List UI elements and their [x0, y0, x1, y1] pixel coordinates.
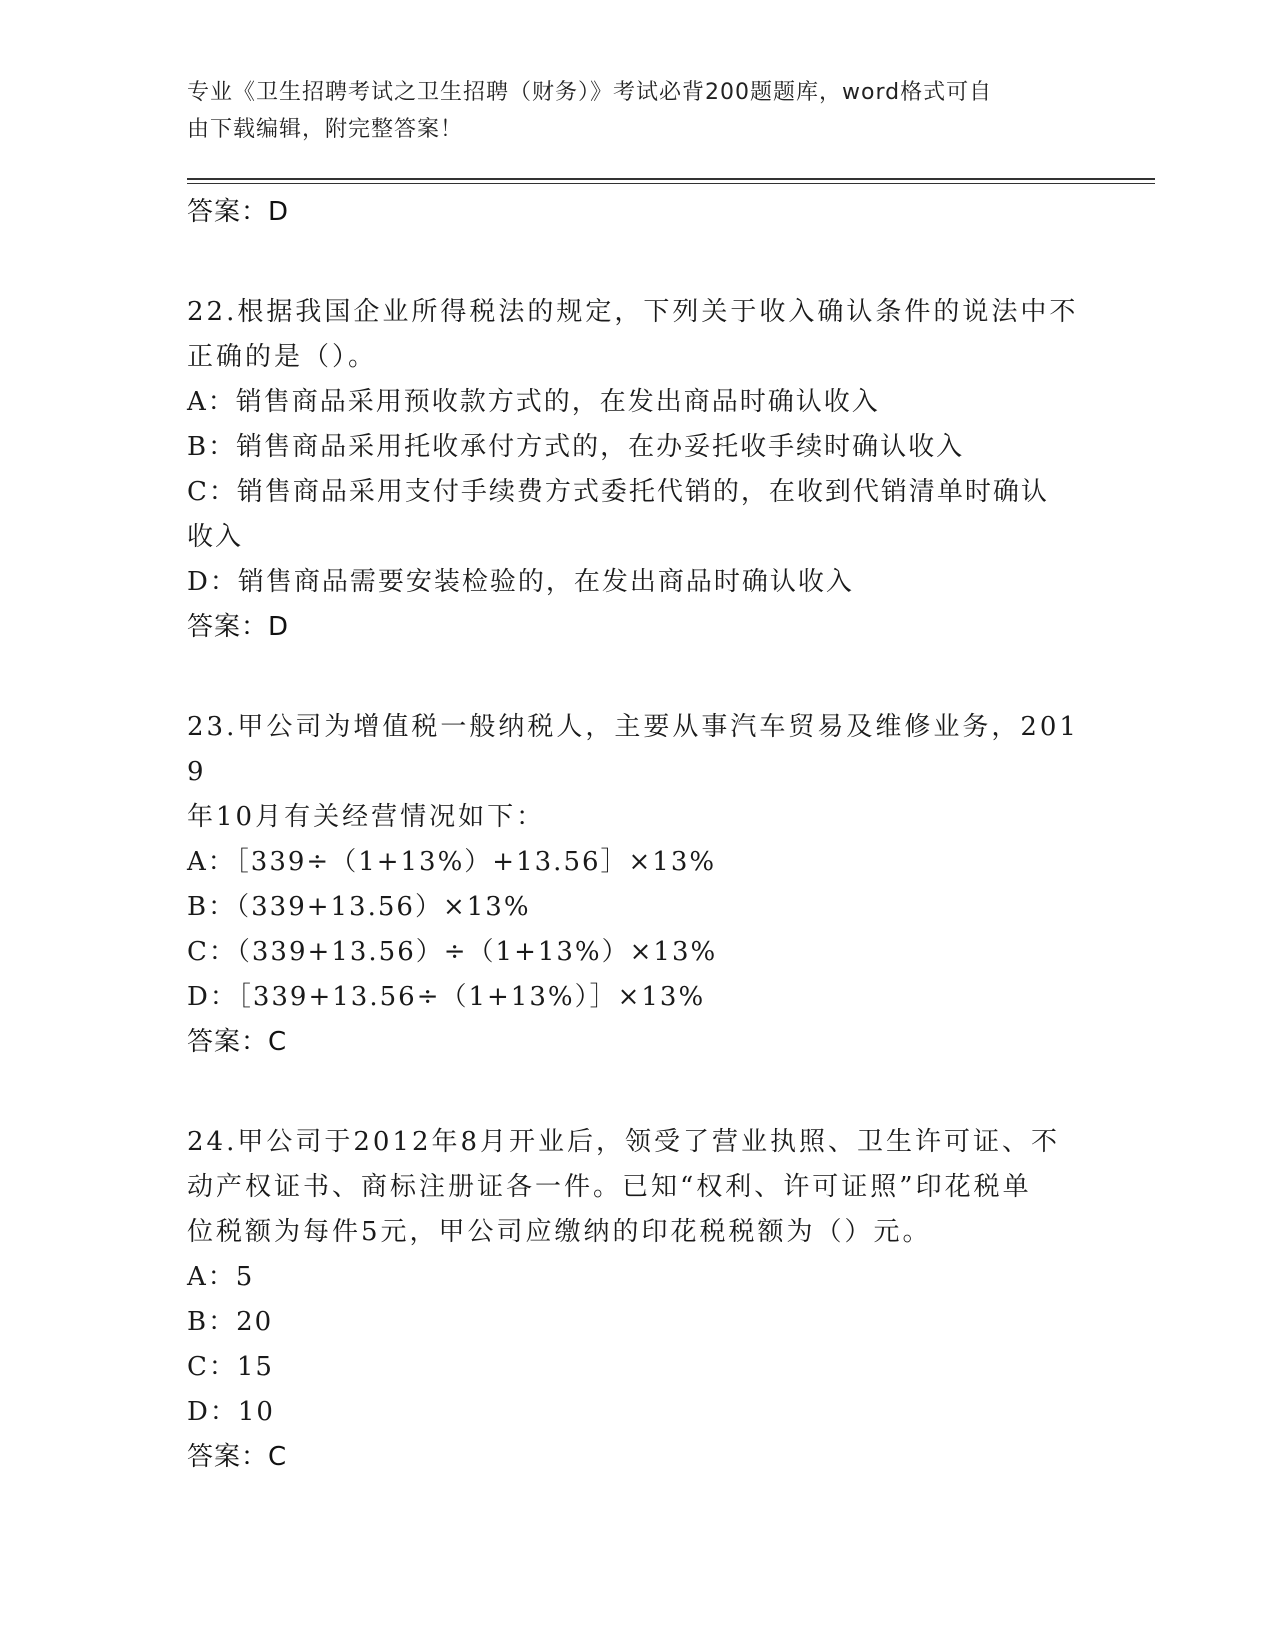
question-24 [187, 1120, 1087, 1479]
option-line: B：（339+13.56）×13% [187, 892, 531, 922]
stem-line: 动产权证书、商标注册证各一件。已知“权利、许可证照”印花税单 [187, 1172, 1032, 1202]
stem-line: 23.甲公司为增值税一般纳税人，主要从事汽车贸易及维修业务，2019 [187, 712, 1079, 787]
option-b [187, 1300, 1087, 1345]
option-d [187, 975, 1087, 1020]
option-b [187, 425, 1087, 470]
option-d [187, 560, 1087, 605]
document-header [187, 74, 1067, 148]
option-line: B：20 [187, 1307, 274, 1337]
option-line: D：10 [187, 1397, 275, 1427]
option-d [187, 1390, 1087, 1435]
option-line: 收入 [187, 522, 244, 552]
question-stem [187, 1120, 1087, 1255]
option-line: C：（339+13.56）÷（1+13%）×13% [187, 937, 718, 967]
answer-line: 答案：D [187, 197, 290, 227]
answer-line: 答案：C [187, 1027, 288, 1057]
header-rule-thick [187, 178, 1155, 180]
option-b [187, 885, 1087, 930]
header-line-2: 由下载编辑，附完整答案！ [187, 117, 464, 142]
stem-line: 位税额为每件5元，甲公司应缴纳的印花税税额为（）元。 [187, 1217, 932, 1247]
stem-line: 24.甲公司于2012年8月开业后，领受了营业执照、卫生许可证、不 [187, 1127, 1061, 1157]
option-a [187, 380, 1087, 425]
option-a [187, 1255, 1087, 1300]
option-c [187, 470, 1087, 560]
option-line: B：销售商品采用托收承付方式的，在办妥托收手续时确认收入 [187, 432, 965, 462]
option-a [187, 840, 1087, 885]
option-line: C：15 [187, 1352, 274, 1382]
option-c [187, 930, 1087, 975]
option-c [187, 1345, 1087, 1390]
option-line: A：5 [187, 1262, 255, 1292]
option-line: C：销售商品采用支付手续费方式委托代销的，在收到代销清单时确认 [187, 477, 1049, 507]
option-line: A：［339÷（1+13%）+13.56］×13% [187, 847, 717, 877]
option-line: D：销售商品需要安装检验的，在发出商品时确认收入 [187, 567, 854, 597]
question-stem [187, 705, 1087, 840]
answer-line: 答案：D [187, 612, 290, 642]
question-22 [187, 290, 1087, 649]
stem-line: 正确的是（）。 [187, 342, 378, 372]
stem-line: 22.根据我国企业所得税法的规定，下列关于收入确认条件的说法中不 [187, 297, 1079, 327]
option-line: A：销售商品采用预收款方式的，在发出商品时确认收入 [187, 387, 880, 417]
stem-line: 年10月有关经营情况如下： [187, 802, 546, 832]
option-line: D：［339+13.56÷（1+13%）］×13% [187, 982, 706, 1012]
question-23 [187, 705, 1087, 1064]
document-body [187, 190, 1087, 1479]
header-line-1: 专业《卫生招聘考试之卫生招聘（财务）》考试必背200题题库，word格式可自 [187, 80, 993, 105]
answer-line: 答案：C [187, 1442, 288, 1472]
question-stem [187, 290, 1087, 380]
header-rule-thin [187, 183, 1155, 184]
